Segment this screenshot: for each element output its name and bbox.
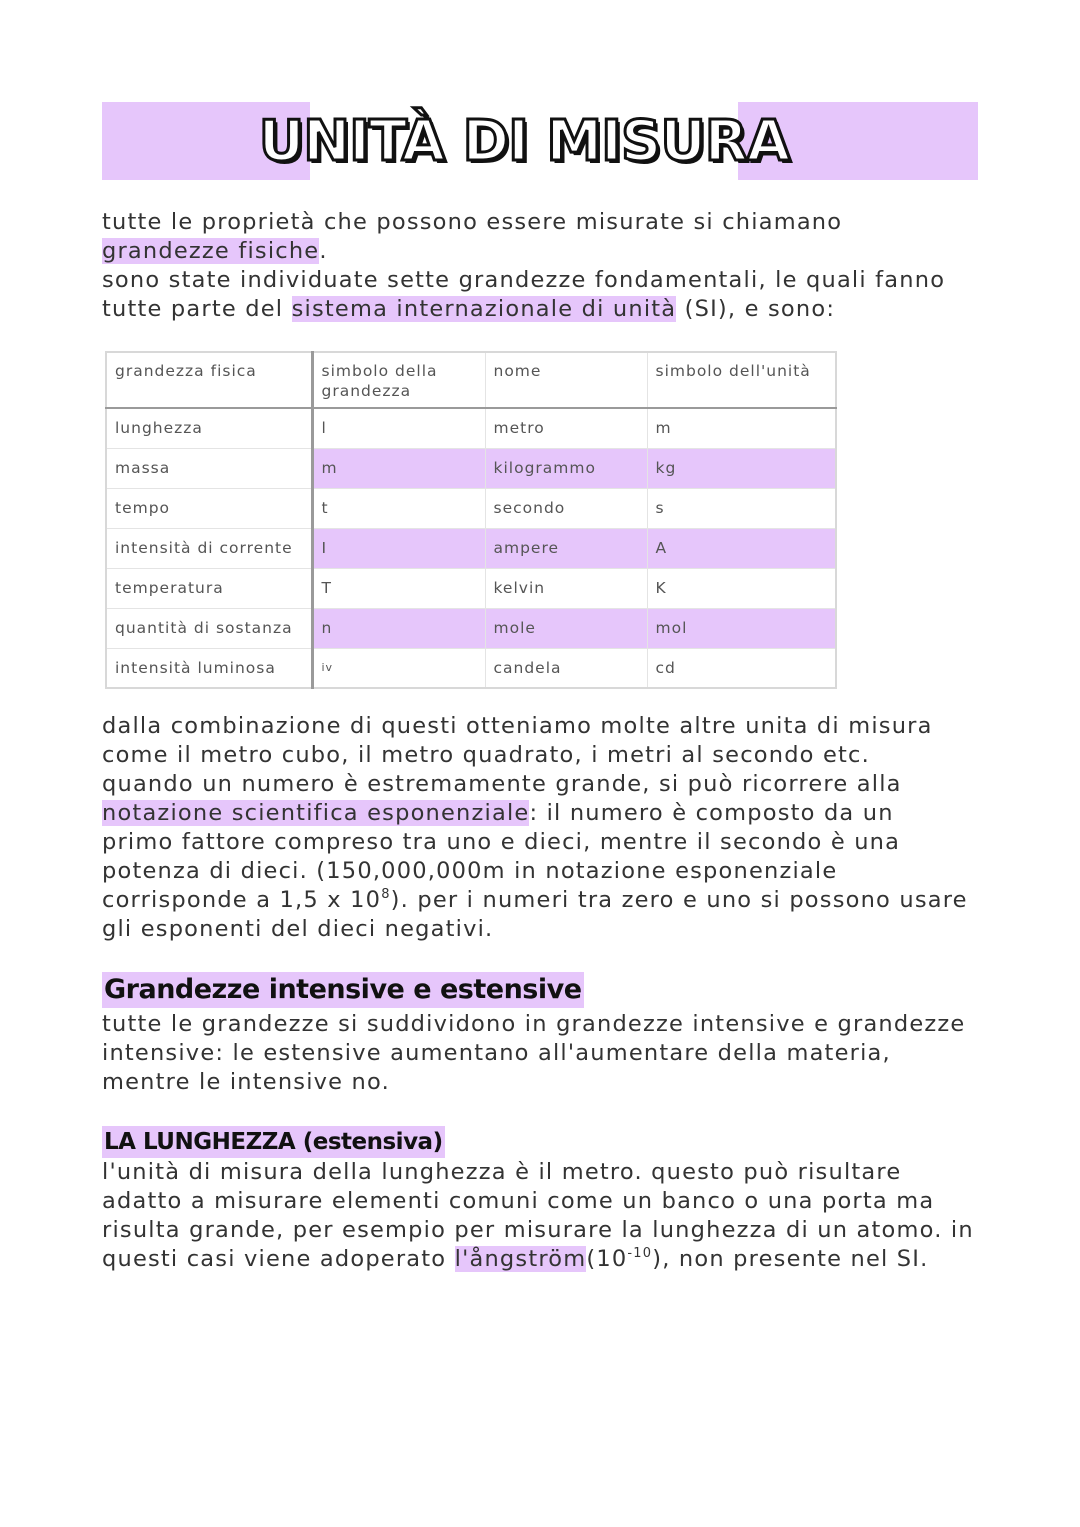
combination-line-1: dalla combinazione di questi otteniamo molte altre unita di misura (102, 713, 933, 739)
intensive-paragraph (102, 1010, 982, 1097)
cell-simbolo: t (312, 488, 485, 528)
combination-line-7-pre: corrisponde a 1,5 x 10 (102, 887, 382, 913)
intensive-line-1: tutte le grandezze si suddividono in grandezze intensive e grandezze (102, 1011, 966, 1037)
header-nome: nome (485, 352, 647, 408)
intro-paragraph (102, 208, 982, 324)
combination-paragraph (102, 712, 982, 944)
combination-line-6: potenza di dieci. (150,000,000m in notazione esponenziale (102, 858, 838, 884)
cell-unita: mol (647, 608, 836, 648)
table-row (106, 448, 836, 488)
cell-nome: kelvin (485, 568, 647, 608)
table-row (106, 408, 836, 448)
intro-line-4-post: (SI), e sono: (676, 296, 836, 322)
cell-unita: s (647, 488, 836, 528)
intro-line-4-pre: tutte parte del (102, 296, 292, 322)
table-row (106, 488, 836, 528)
exponent-minus-10: -10 (627, 1246, 653, 1261)
cell-simbolo: n (312, 608, 485, 648)
cell-unita: cd (647, 648, 836, 688)
length-line-4-post: ), non presente nel SI. (652, 1246, 929, 1272)
cell-grandezza: intensità luminosa (106, 648, 312, 688)
combination-line-5: primo fattore compreso tra uno e dieci, mentre il secondo è una (102, 829, 901, 855)
highlight-notazione-scientifica: notazione scientifica esponenziale (102, 800, 530, 826)
heading-grandezze-intensive: Grandezze intensive e estensive (102, 972, 584, 1008)
table-row (106, 568, 836, 608)
combination-line-4 (102, 799, 982, 828)
header-simbolo-grandezza: simbolo della grandezza (312, 352, 485, 408)
combination-line-7-post: ). per i numeri tra zero e uno si possono usare (390, 887, 968, 913)
combination-line-2: come il metro cubo, il metro quadrato, i metri al secondo etc. (102, 742, 870, 768)
highlight-sistema-internazionale: sistema internazionale di unità (291, 296, 677, 322)
highlight-angstrom: l'ångström (454, 1246, 587, 1272)
table-row (106, 648, 836, 688)
cell-nome: metro (485, 408, 647, 448)
length-line-4 (102, 1245, 982, 1274)
table-row (106, 528, 836, 568)
units-table (105, 351, 837, 689)
cell-simbolo: T (312, 568, 485, 608)
cell-unita: kg (647, 448, 836, 488)
combination-line-8: gli esponenti del dieci negativi. (102, 916, 494, 942)
intro-line-3: sono state individuate sette grandezze fondamentali, le quali fanno (102, 267, 946, 293)
combination-line-7 (102, 886, 982, 915)
combination-line-4-rest: : il numero è composto da un (529, 800, 894, 826)
intensive-line-2: intensive: le estensive aumentano all'aumentare della materia, (102, 1040, 891, 1066)
cell-unita: A (647, 528, 836, 568)
length-line-3: risulta grande, per esempio per misurare la lunghezza di un atomo. in (102, 1217, 974, 1243)
cell-nome: secondo (485, 488, 647, 528)
cell-grandezza: lunghezza (106, 408, 312, 448)
length-line-1: l'unità di misura della lunghezza è il metro. questo può risultare (102, 1159, 902, 1185)
combination-line-3: quando un numero è estremamente grande, si può ricorrere alla (102, 771, 902, 797)
cell-unita: m (647, 408, 836, 448)
title-box (258, 100, 790, 182)
cell-grandezza: quantità di sostanza (106, 608, 312, 648)
exponent-8: 8 (381, 887, 391, 902)
intro-line-2-rest: . (319, 238, 328, 264)
cell-nome: kilogrammo (485, 448, 647, 488)
intro-line-1: tutte le proprietà che possono essere misurate si chiamano (102, 209, 843, 235)
length-line-4-pre: questi casi viene adoperato (102, 1246, 455, 1272)
cell-nome: candela (485, 648, 647, 688)
header-grandezza-fisica: grandezza fisica (106, 352, 312, 408)
cell-nome: mole (485, 608, 647, 648)
highlight-grandezze-fisiche: grandezze fisiche (102, 238, 320, 264)
cell-simbolo: m (312, 448, 485, 488)
header-simbolo-unita: simbolo dell'unità (647, 352, 836, 408)
length-line-2: adatto a misurare elementi comuni come un banco o una porta ma (102, 1188, 935, 1214)
intro-line-2 (102, 237, 982, 266)
page-title: UNITÀ DI MISURA (258, 108, 790, 174)
heading-lunghezza: LA LUNGHEZZA (estensiva) (102, 1126, 445, 1158)
intensive-line-3: mentre le intensive no. (102, 1069, 390, 1095)
cell-grandezza: intensità di corrente (106, 528, 312, 568)
intro-line-4 (102, 295, 982, 324)
length-line-4-mid: (10 (586, 1246, 628, 1272)
length-paragraph (102, 1158, 982, 1274)
cell-simbolo: iv (312, 648, 485, 688)
table-row (106, 608, 836, 648)
cell-nome: ampere (485, 528, 647, 568)
cell-unita: K (647, 568, 836, 608)
cell-grandezza: temperatura (106, 568, 312, 608)
cell-grandezza: massa (106, 448, 312, 488)
cell-simbolo: l (312, 408, 485, 448)
table-header-row (106, 352, 836, 408)
cell-grandezza: tempo (106, 488, 312, 528)
cell-simbolo: I (312, 528, 485, 568)
